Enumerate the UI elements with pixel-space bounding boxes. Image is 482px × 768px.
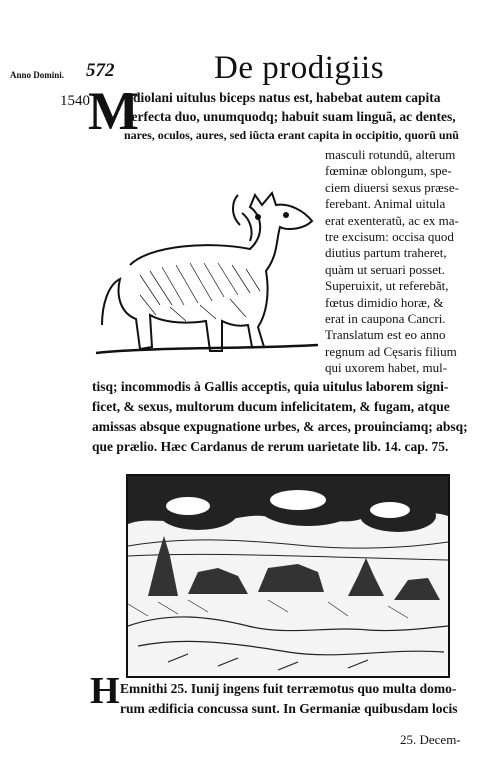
earthquake-woodcut [126, 474, 450, 678]
text-line: ficet, & sexus, multorum ducum infelicitatem, & fugam, atque [92, 399, 450, 414]
text-line: erat in caupona Cancri. [325, 311, 446, 326]
text-line: tre excisum: occisa quod [325, 229, 454, 244]
drop-cap-h: H [90, 670, 120, 712]
drop-cap-m: M [88, 81, 139, 141]
two-headed-calf-woodcut [90, 175, 320, 367]
margin-note: Anno Domini. [10, 70, 65, 80]
text-line: diutius partum traheret, [325, 245, 447, 261]
text-line: tisq; incommodis à Gallis acceptis, quia uitulus laborem signi- [92, 379, 449, 394]
text-line: ciem diuersi sexus præse- [325, 179, 459, 195]
text-line: masculi rotundũ, alterum [325, 147, 456, 162]
year-marker: 1540 [60, 93, 90, 109]
text-line: perfecta duo, unumquodq; habuit suam linguã, ac dentes, [124, 109, 456, 124]
text-line: fœminæ oblongum, spe- [325, 163, 452, 179]
text-line: Emnithi 25. Iunij ingens fuit terræmotus quo multa domo- [120, 681, 457, 696]
text-line: quàm ut seruari posset. [325, 261, 445, 277]
running-title: De prodigiis [214, 50, 385, 86]
text-line: qui uxorem habet, mul- [325, 360, 448, 376]
text-line: nares, oculos, aures, sed iũcta erant capita in occipitio, quorũ unũ [124, 128, 459, 142]
text-line: Ediolani uitulus biceps natus est, habebat autem capita [124, 90, 441, 105]
text-line: fœtus dimidio horæ, & [325, 294, 444, 310]
text-line: que prælio. Hæc Cardanus de rerum uarietate lib. 14. cap. 75. [92, 439, 449, 454]
text-line: erat exenteratũ, ac ex ma- [325, 212, 459, 228]
text-line: ferebant. Animal uitula [325, 196, 446, 212]
text-line: Translatum est eo anno [325, 327, 446, 343]
text-line: amissas absque expugnatione urbes, & arces, prouinciamq; absq; [92, 419, 468, 434]
text-line: regnum ad Cęsaris filium [325, 343, 457, 359]
page-number: 572 [86, 60, 115, 81]
text-line: Superuixit, ut referebãt, [325, 278, 449, 294]
catchword: 25. Decem- [400, 732, 461, 747]
text-line: rum ædificia concussa sunt. In Germaniæ quibusdam locis [120, 701, 458, 716]
